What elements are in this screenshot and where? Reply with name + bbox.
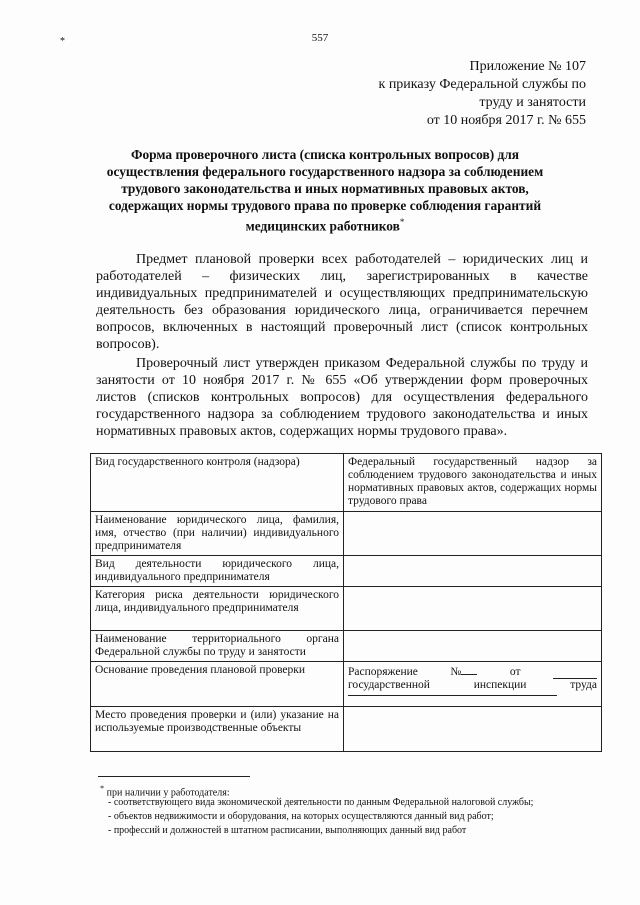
basis-from: от xyxy=(509,666,521,678)
basis-number-blank[interactable] xyxy=(461,664,477,675)
row-label: Вид государственного контроля (надзора) xyxy=(91,454,344,512)
margin-mark: * xyxy=(60,36,65,47)
table-row xyxy=(91,631,602,662)
table-row xyxy=(91,556,602,587)
table-row xyxy=(91,512,602,556)
row-value[interactable] xyxy=(344,707,602,752)
checklist-table xyxy=(90,453,602,752)
title-text: Форма проверочного листа (списка контрольных вопросов) для осуществления федерального государственного надзора за соблюдением трудового законодательства и иных нормативных правовых актов, содержащих нормы трудового права по проверке соблюдения гарантий медицинских работников xyxy=(106,147,544,234)
row-value[interactable] xyxy=(344,512,602,556)
table-row xyxy=(91,587,602,631)
row-label: Основание проведения плановой проверки xyxy=(91,662,344,707)
title-footnote-mark: * xyxy=(399,217,405,227)
row-value-basis xyxy=(344,662,602,707)
paragraph-subject: Предмет плановой проверки всех работодателей – юридических лиц и работодателей – физических лиц, зарегистрированных в качестве индивидуальных предпринимателей и осуществляющих предпринимательскую деятельность без образования юридического лица, ограничивается перечнем вопросов, включенных в настоящий проверочный лист (список контрольных вопросов). xyxy=(96,252,588,352)
footnote-rule xyxy=(98,776,250,777)
row-label: Категория риска деятельности юридического лица, индивидуального предпринимателя xyxy=(91,587,344,631)
footnote-item: - профессий и должностей в штатном расписании, выполняющих данный вид работ xyxy=(108,825,467,836)
row-value[interactable] xyxy=(344,556,602,587)
row-label: Место проведения проверки и (или) указание на используемые производственные объекты xyxy=(91,707,344,752)
basis-number-sign: № xyxy=(450,666,462,678)
footnote-mark: * xyxy=(100,784,105,793)
footnote-item: - соответствующего вида экономической деятельности по данным Федеральной налоговой службы; xyxy=(108,797,534,808)
row-label: Вид деятельности юридического лица, индивидуального предпринимателя xyxy=(91,556,344,587)
row-value[interactable] xyxy=(344,631,602,662)
basis-word: Распоряжение xyxy=(348,666,418,678)
row-label: Наименование территориального органа Федеральной службы по труду и занятости xyxy=(91,631,344,662)
basis-date-blank[interactable] xyxy=(553,668,597,679)
table-row xyxy=(91,454,602,512)
table-row xyxy=(91,707,602,752)
approval-line-2: к приказу Федеральной службы по xyxy=(378,77,586,92)
row-value[interactable] xyxy=(344,587,602,631)
document-title xyxy=(90,146,560,234)
footnote-intro-text: при наличии у работодателя: xyxy=(106,787,230,799)
table-row xyxy=(91,662,602,707)
basis-rest: государственной инспекции труда xyxy=(348,679,597,691)
approval-line-4: от 10 ноября 2017 г. № 655 xyxy=(426,113,586,128)
row-label: Наименование юридического лица, фамилия, имя, отчество (при наличии) индивидуального предпринимателя xyxy=(91,512,344,556)
basis-rule xyxy=(348,695,557,696)
approval-line-1: Приложение № 107 xyxy=(469,59,586,74)
page-number: 557 xyxy=(311,32,329,44)
row-value: Федеральный государственный надзор за соблюдением трудового законодательства и иных нормативных правовых актов, содержащих нормы трудового права xyxy=(344,454,602,512)
footnote-item: - объектов недвижимости и оборудования, на которых осуществляются данный вид работ; xyxy=(108,811,494,822)
approval-line-3: труду и занятости xyxy=(479,95,586,110)
paragraph-approval: Проверочный лист утвержден приказом Федеральной службы по труду и занятости от 10 ноября 2017 г. № 655 «Об утверждении форм проверочных листов (списков контрольных вопросов) для осуществления федерального государственного надзора за соблюдением трудового законодательства и иных нормативных правовых актов, содержащих нормы трудового права». xyxy=(96,356,588,439)
